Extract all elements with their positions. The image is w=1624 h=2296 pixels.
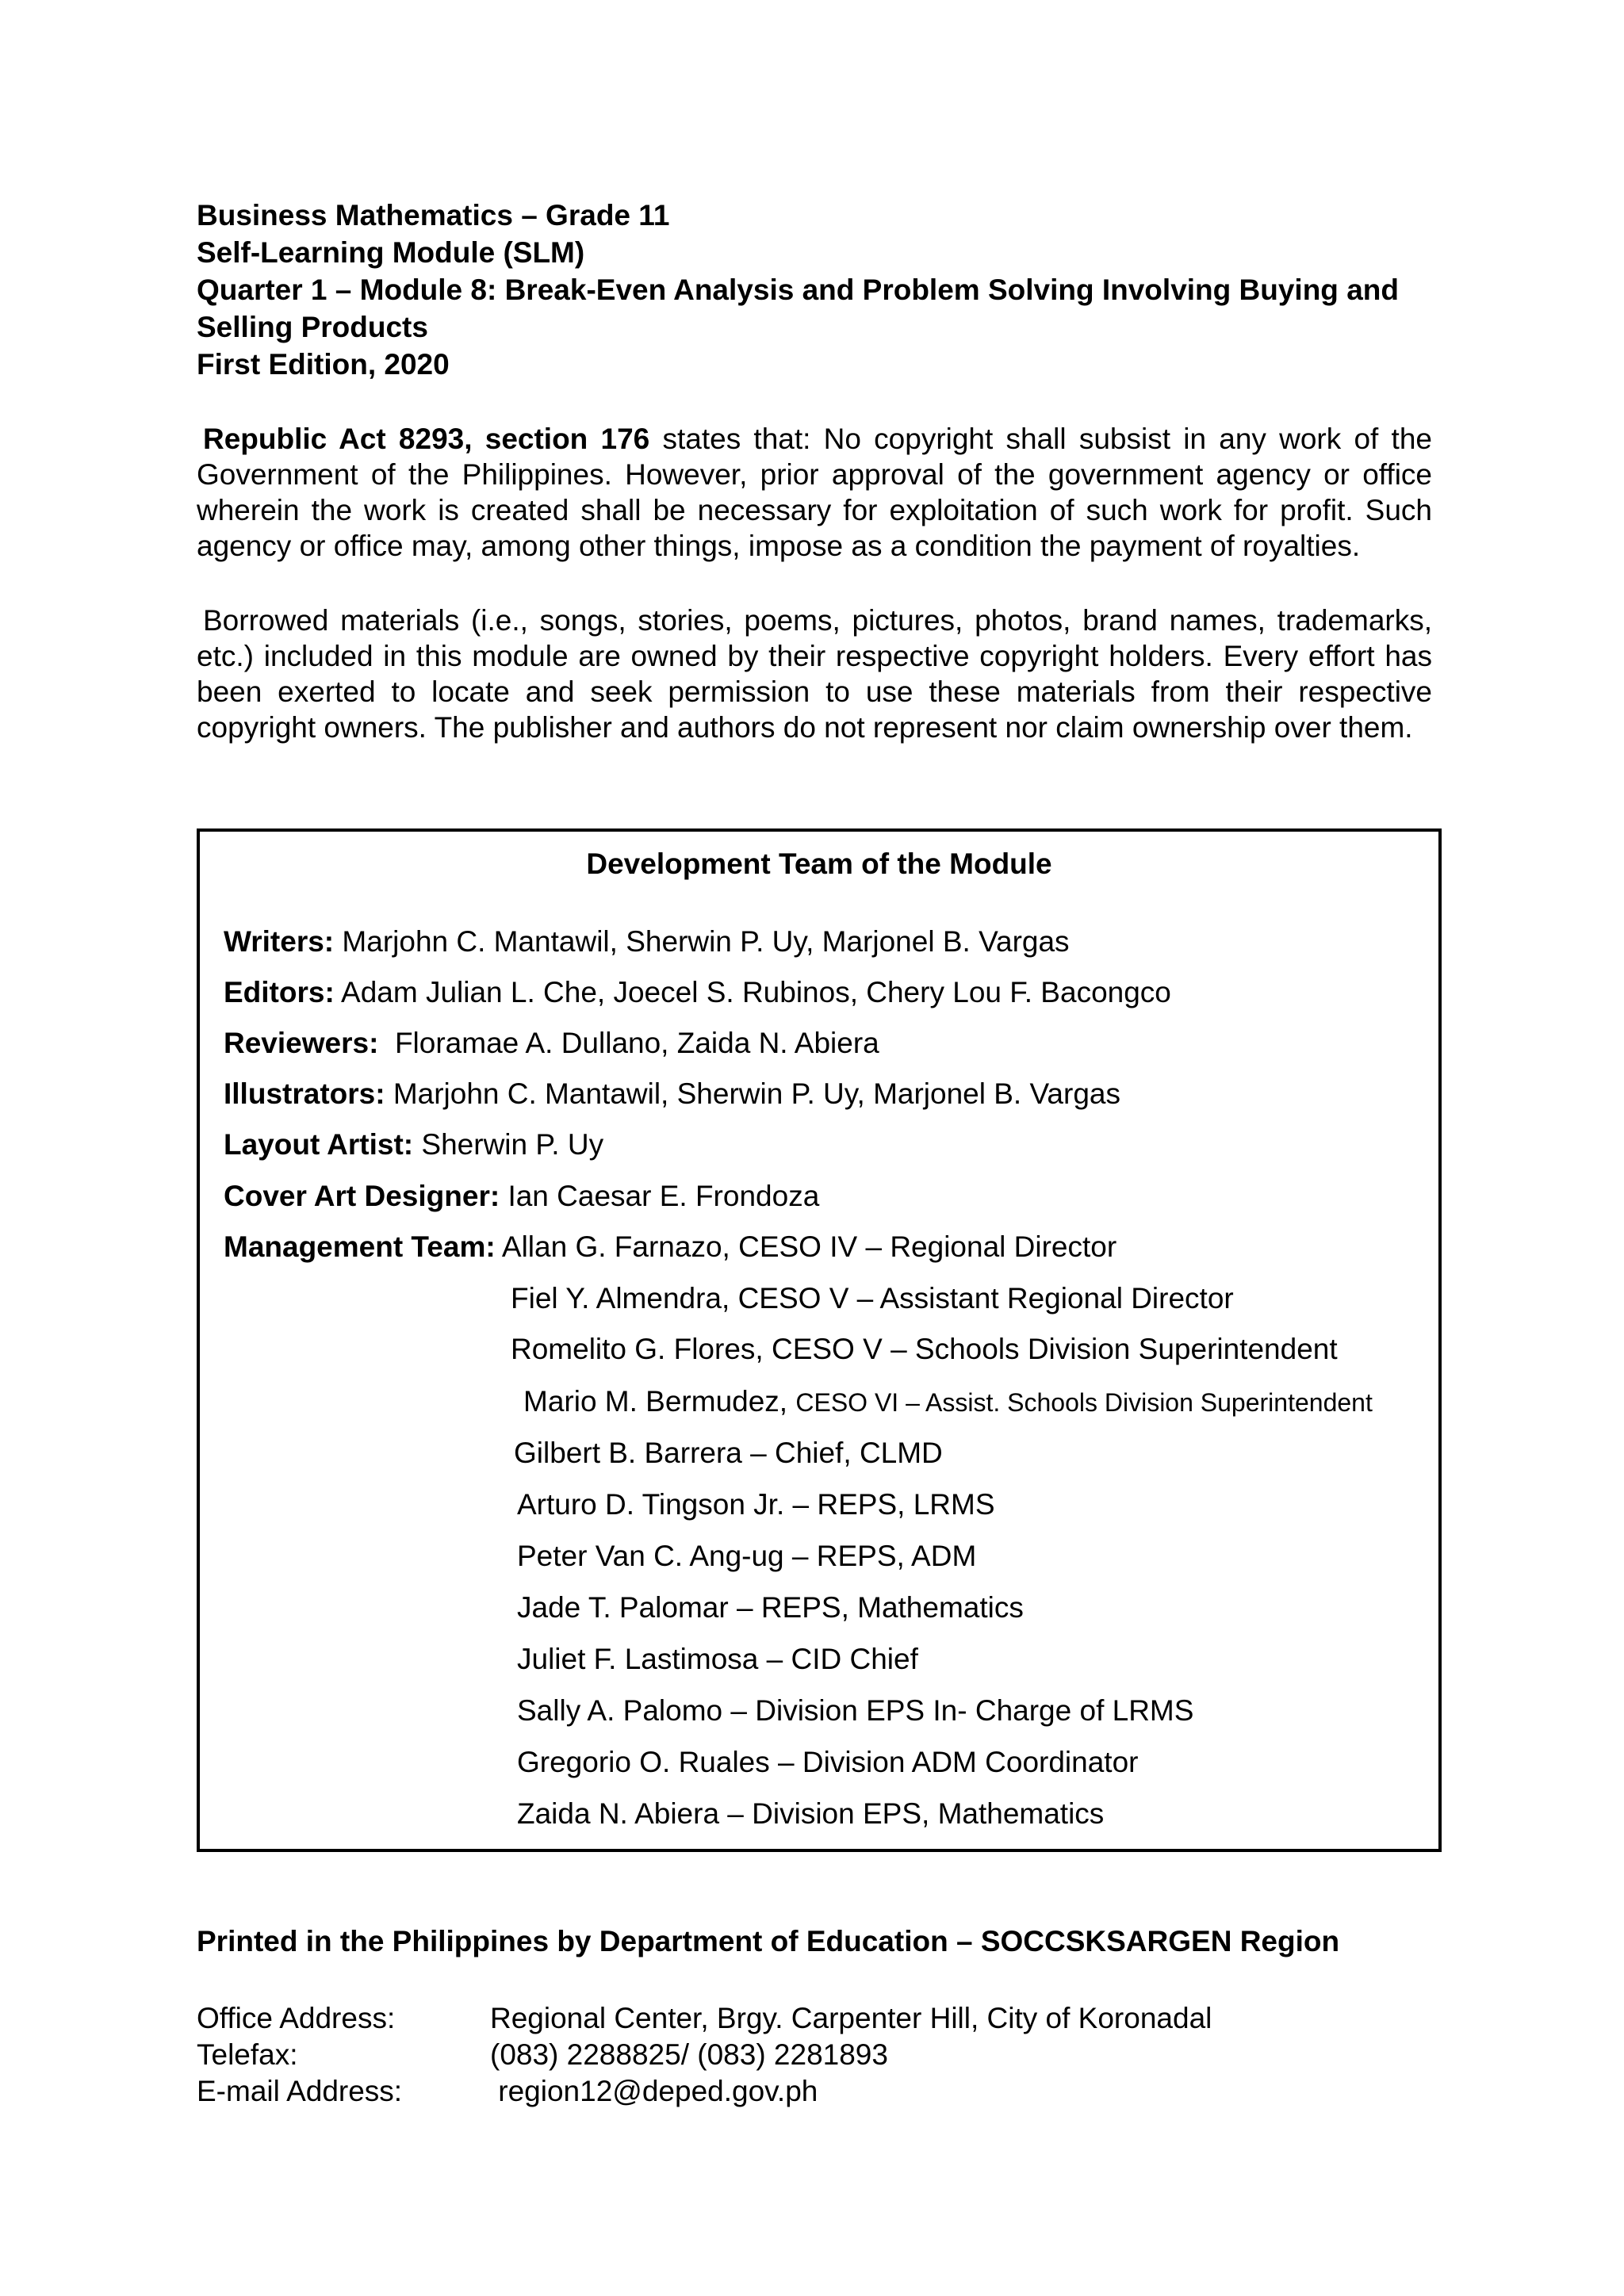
email-label: E-mail Address: (197, 2075, 403, 2107)
email-value[interactable]: region12@deped.gov.ph (490, 2075, 818, 2107)
printed-by: Printed in the Philippines by Department of Education – SOCCSKSARGEN Region (197, 1925, 1340, 1957)
writers-names: Marjohn C. Mantawil, Sherwin P. Uy, Marjonel B. Vargas (334, 925, 1070, 958)
editors-row (224, 976, 1171, 1009)
reviewers-row (224, 1027, 879, 1060)
office-address-row (197, 2002, 1212, 2035)
layout-artist-name: Sherwin P. Uy (413, 1128, 604, 1161)
management-member: Zaida N. Abiera – Division EPS, Mathematics (517, 1797, 1105, 1830)
writers-label: Writers: (224, 925, 335, 958)
republic-act-label: Republic Act 8293, section 176 (203, 423, 650, 455)
module-header (197, 197, 1450, 383)
office-address-label: Office Address: (197, 2002, 396, 2034)
management-member: Gilbert B. Barrera – Chief, CLMD (514, 1437, 943, 1469)
cover-designer-name: Ian Caesar E. Frondoza (500, 1180, 820, 1212)
telefax-value: (083) 2288825/ (083) 2281893 (490, 2038, 888, 2071)
management-member: Allan G. Farnazo, CESO IV – Regional Director (495, 1230, 1117, 1263)
email-row (197, 2075, 818, 2108)
management-member: Romelito G. Flores, CESO V – Schools Division Superintendent (511, 1333, 1338, 1365)
illustrators-label: Illustrators: (224, 1077, 385, 1110)
management-member-title: CESO VI – Assist. Schools Division Superintendent (795, 1388, 1373, 1417)
header-slm: Self-Learning Module (SLM) (197, 236, 585, 269)
management-member: Peter Van C. Ang-ug – REPS, ADM (517, 1540, 977, 1572)
telefax-label: Telefax: (197, 2038, 298, 2071)
management-member: Gregorio O. Ruales – Division ADM Coordinator (517, 1746, 1139, 1778)
management-member: Juliet F. Lastimosa – CID Chief (517, 1643, 918, 1675)
layout-artist-label: Layout Artist: (224, 1128, 414, 1161)
illustrators-row (224, 1077, 1120, 1111)
borrowed-materials-notice (197, 603, 1432, 745)
header-module-title: Quarter 1 – Module 8: Break-Even Analysis and Problem Solving Involving Buying and (197, 274, 1399, 306)
team-title: Development Team of the Module (586, 848, 1052, 880)
office-address-value: Regional Center, Brgy. Carpenter Hill, City of Koronadal (490, 2002, 1212, 2034)
header-module-title-cont: Selling Products (197, 311, 428, 343)
management-member-name: Mario M. Bermudez, (523, 1385, 796, 1418)
editors-label: Editors: (224, 976, 335, 1008)
writers-row (224, 925, 1070, 959)
management-label: Management Team: (224, 1230, 496, 1263)
management-member (523, 1385, 1373, 1418)
cover-designer-row (224, 1180, 819, 1213)
copyright-notice (197, 421, 1432, 564)
telefax-row (197, 2038, 888, 2072)
header-edition: First Edition, 2020 (197, 348, 450, 381)
editors-names: Adam Julian L. Che, Joecel S. Rubinos, Chery Lou F. Bacongco (334, 976, 1171, 1008)
management-member: Fiel Y. Almendra, CESO V – Assistant Regional Director (511, 1282, 1234, 1314)
reviewers-names: Floramae A. Dullano, Zaida N. Abiera (378, 1027, 879, 1059)
development-team-box (197, 828, 1442, 1852)
management-member: Jade T. Palomar – REPS, Mathematics (517, 1591, 1024, 1624)
reviewers-label: Reviewers: (224, 1027, 379, 1059)
illustrators-names: Marjohn C. Mantawil, Sherwin P. Uy, Marjonel B. Vargas (385, 1077, 1120, 1110)
republic-act-text: states that: No copyright shall subsist in any work of the Government of the Philippines. However, prior approval of the government agency or office wherein the work is created shall be necessary for exploitation of such work for profit. Such agency or office may, among other things, impose as a condition the payment of royalties. (197, 423, 1432, 562)
management-row (224, 1230, 1116, 1264)
cover-designer-label: Cover Art Designer: (224, 1180, 500, 1212)
borrowed-materials-text: Borrowed materials (i.e., songs, stories, poems, pictures, photos, brand names, trademarks, etc.) included in this module are owned by their respective copyright holders. Every effort has been exerted to locate and seek permission to use these materials from their respective copyright owners. The publisher and authors do not represent nor claim ownership over them. (197, 604, 1432, 744)
management-member: Arturo D. Tingson Jr. – REPS, LRMS (517, 1488, 995, 1521)
header-subject: Business Mathematics – Grade 11 (197, 199, 670, 232)
layout-artist-row (224, 1128, 603, 1161)
management-member: Sally A. Palomo – Division EPS In- Charge of LRMS (517, 1694, 1194, 1727)
